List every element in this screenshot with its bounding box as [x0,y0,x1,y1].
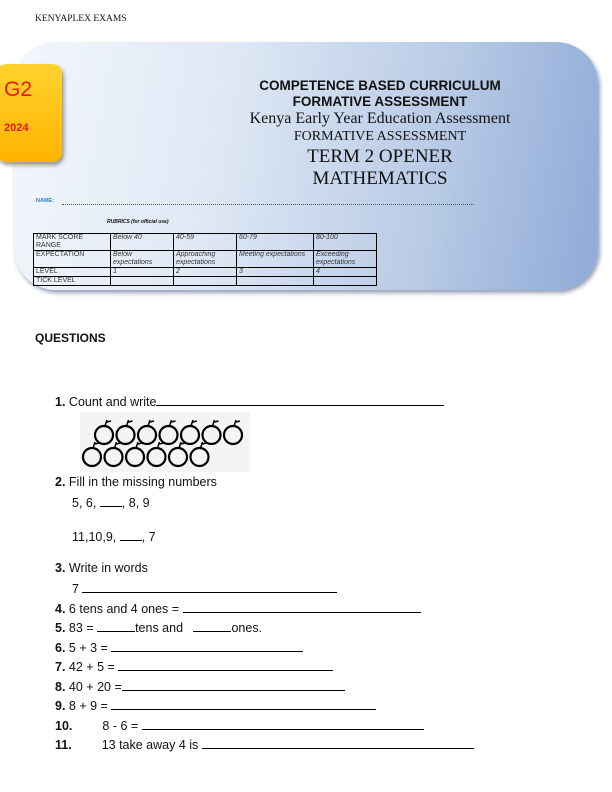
title-line-1: COMPETENCE BASED CURRICULUM [259,78,501,93]
rubric-cell: Approaching expectations [174,251,237,268]
question-2: 2. Fill in the missing numbers [55,475,217,489]
rubric-cell: 40-59 [174,234,237,251]
question-9: 9. 8 + 9 = [55,697,376,713]
rubrics-label: RUBRICS (for official use) [107,219,169,225]
answer-line[interactable] [111,697,376,710]
grade-label: G2 [4,78,33,101]
apples-image [80,412,250,472]
rubric-row [34,234,377,251]
answer-blank[interactable] [97,619,135,632]
questions-heading: QUESTIONS [35,331,106,345]
question-3: 3. Write in words [55,561,148,575]
answer-line[interactable] [142,717,424,730]
grade-badge [0,64,62,162]
question-10: 10. 8 - 6 = [55,717,424,733]
question-1: 1. Count and write [55,393,444,409]
rubric-table [33,233,377,286]
question-7: 7. 42 + 5 = [55,658,333,674]
rubric-cell[interactable] [237,277,314,286]
rubric-cell: Meeting expectations [237,251,314,268]
rubric-cell: Below 40 [111,234,174,251]
rubric-row [34,277,377,286]
rubric-row-label: LEVEL [34,268,111,277]
sequence-1: 5, 6, , 8, 9 [72,496,150,510]
rubric-cell[interactable] [111,277,174,286]
question-8: 8. 40 + 20 = [55,678,345,694]
rubric-cell[interactable] [314,277,377,286]
rubric-cell: 80-100 [314,234,377,251]
question-5: 5. 83 = tens and ones. [55,621,263,635]
rubric-cell[interactable] [174,277,237,286]
title-line-5: TERM 2 OPENER [307,146,453,167]
rubric-row-label: TICK LEVEL [34,277,111,286]
rubric-row [34,268,377,277]
question-6: 6. 5 + 3 = [55,639,303,655]
rubric-cell: 3 [237,268,314,277]
answer-line[interactable] [202,736,474,749]
site-header: KENYAPLEX EXAMS [35,14,127,24]
rubric-cell: Exceeding expectations [314,251,377,268]
answer-line[interactable] [118,658,333,671]
rubric-row [34,251,377,268]
question-11: 11. 13 take away 4 is [55,736,474,752]
title-line-3: Kenya Early Year Education Assessment [249,110,511,127]
answer-blank[interactable] [193,619,231,632]
title-line-4: FORMATIVE ASSESSMENT [293,129,467,144]
rubric-cell: 60-79 [237,234,314,251]
answer-line[interactable] [82,580,337,593]
answer-blank[interactable] [120,528,142,541]
rubric-cell: 4 [314,268,377,277]
question-3-item: 7 [72,580,337,596]
sequence-2: 11,10,9, , 7 [72,530,156,544]
title-line-6: MATHEMATICS [312,168,448,189]
answer-line[interactable] [122,678,345,691]
rubric-cell: 1 [111,268,174,277]
answer-line[interactable] [111,639,303,652]
answer-blank[interactable] [100,494,122,507]
question-4: 4. 6 tens and 4 ones = [55,600,421,616]
title-line-2: FORMATIVE ASSESSMENT [292,94,468,109]
year-label: 2024 [4,122,29,134]
name-input-line[interactable] [62,204,474,205]
rubric-row-label: EXPECTATION [34,251,111,268]
rubric-cell: 2 [174,268,237,277]
name-label: NAME: [36,198,55,204]
answer-line[interactable] [183,600,421,613]
answer-line[interactable] [156,393,444,406]
rubric-row-label: MARK SCORE RANGE [34,234,111,251]
rubric-cell: Below expectations [111,251,174,268]
